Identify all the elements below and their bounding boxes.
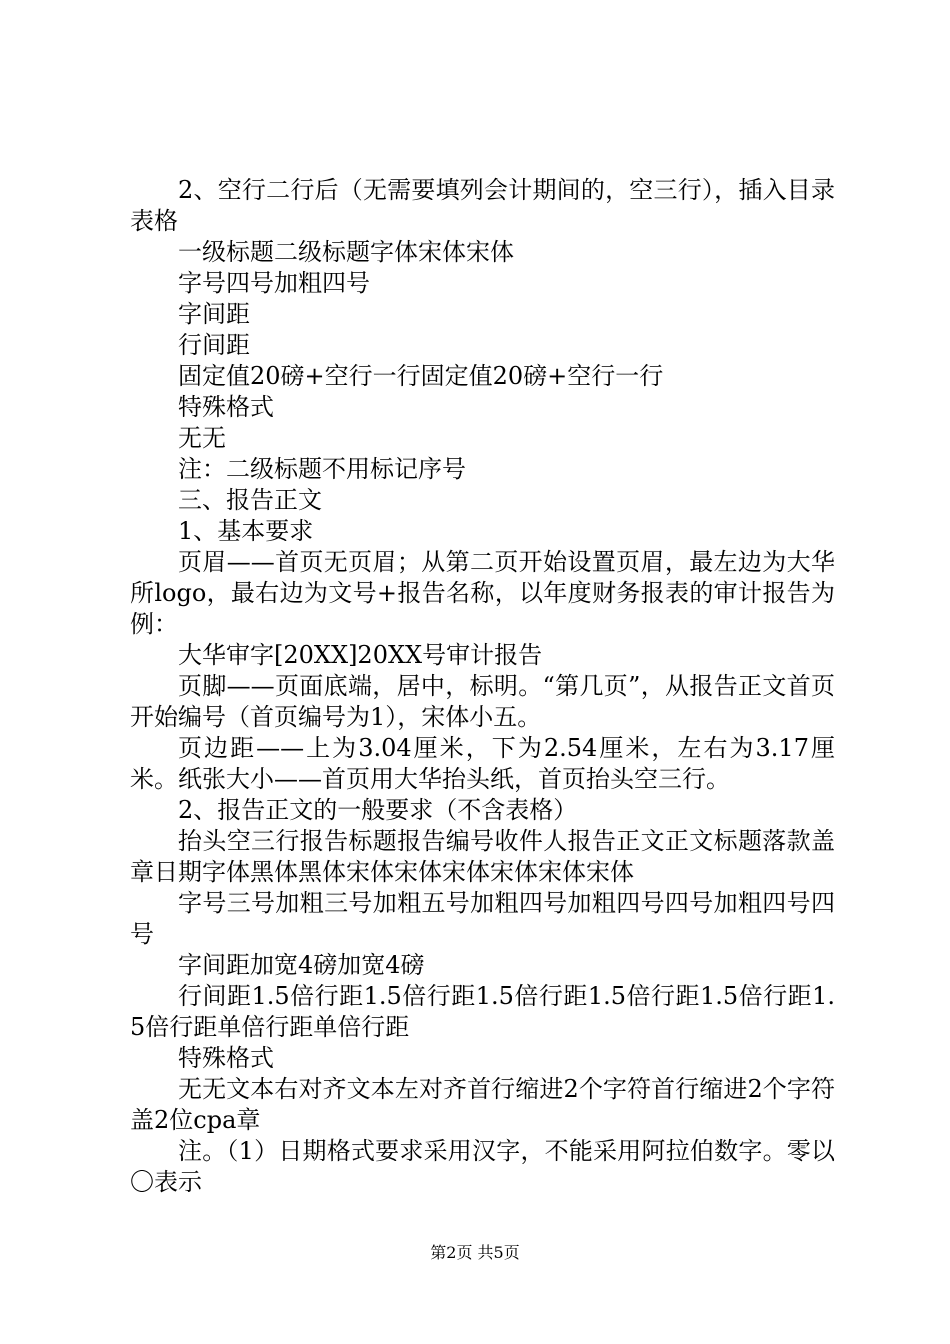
paragraph: 无无文本右对齐文本左对齐首行缩进2个字符首行缩进2个字符盖2位cpa章 [130, 1075, 835, 1134]
paragraph: 字号四号加粗四号 [178, 269, 370, 297]
paragraph: 字间距 [178, 300, 250, 328]
document-body [130, 175, 835, 1198]
paragraph: 固定值20磅+空行一行固定值20磅+空行一行 [178, 362, 664, 390]
paragraph: 行间距 [178, 331, 250, 359]
paragraph: 2、空行二行后（无需要填列会计期间的，空三行），插入目录表格 [130, 176, 835, 235]
subsection-heading: 2、报告正文的一般要求（不含表格） [178, 796, 578, 824]
paragraph: 字号三号加粗三号加粗五号加粗四号加粗四号四号加粗四号四号 [130, 889, 835, 948]
paragraph: 页脚——页面底端，居中，标明。“第几页”，从报告正文首页开始编号（首页编号为1），宋体小五。 [130, 672, 835, 731]
page-number-footer: 第2页 共5页 [430, 1243, 520, 1262]
paragraph: 注：二级标题不用标记序号 [178, 455, 466, 483]
paragraph: 行间距1.5倍行距1.5倍行距1.5倍行距1.5倍行距1.5倍行距1.5倍行距单倍行距单倍行距 [130, 982, 835, 1041]
paragraph: 字间距加宽4磅加宽4磅 [178, 951, 425, 979]
paragraph: 大华审字[20XX]20XX号审计报告 [178, 641, 543, 669]
paragraph: 特殊格式 [178, 1044, 274, 1072]
paragraph: 特殊格式 [178, 393, 274, 421]
paragraph: 页边距——上为3.04厘米，下为2.54厘米，左右为3.17厘米。纸张大小——首页用大华抬头纸，首页抬头空三行。 [130, 734, 835, 793]
paragraph: 页眉——首页无页眉；从第二页开始设置页眉，最左边为大华所logo，最右边为文号+报告名称，以年度财务报表的审计报告为例： [130, 548, 835, 638]
section-heading: 三、报告正文 [178, 486, 322, 514]
paragraph: 一级标题二级标题字体宋体宋体 [178, 238, 514, 266]
paragraph: 无无 [178, 424, 226, 452]
paragraph: 抬头空三行报告标题报告编号收件人报告正文正文标题落款盖章日期字体黑体黑体宋体宋体宋体宋体宋体宋体 [130, 827, 835, 886]
paragraph: 注。（1）日期格式要求采用汉字，不能采用阿拉伯数字。零以〇表示 [130, 1137, 835, 1196]
subsection-heading: 1、基本要求 [178, 517, 314, 545]
